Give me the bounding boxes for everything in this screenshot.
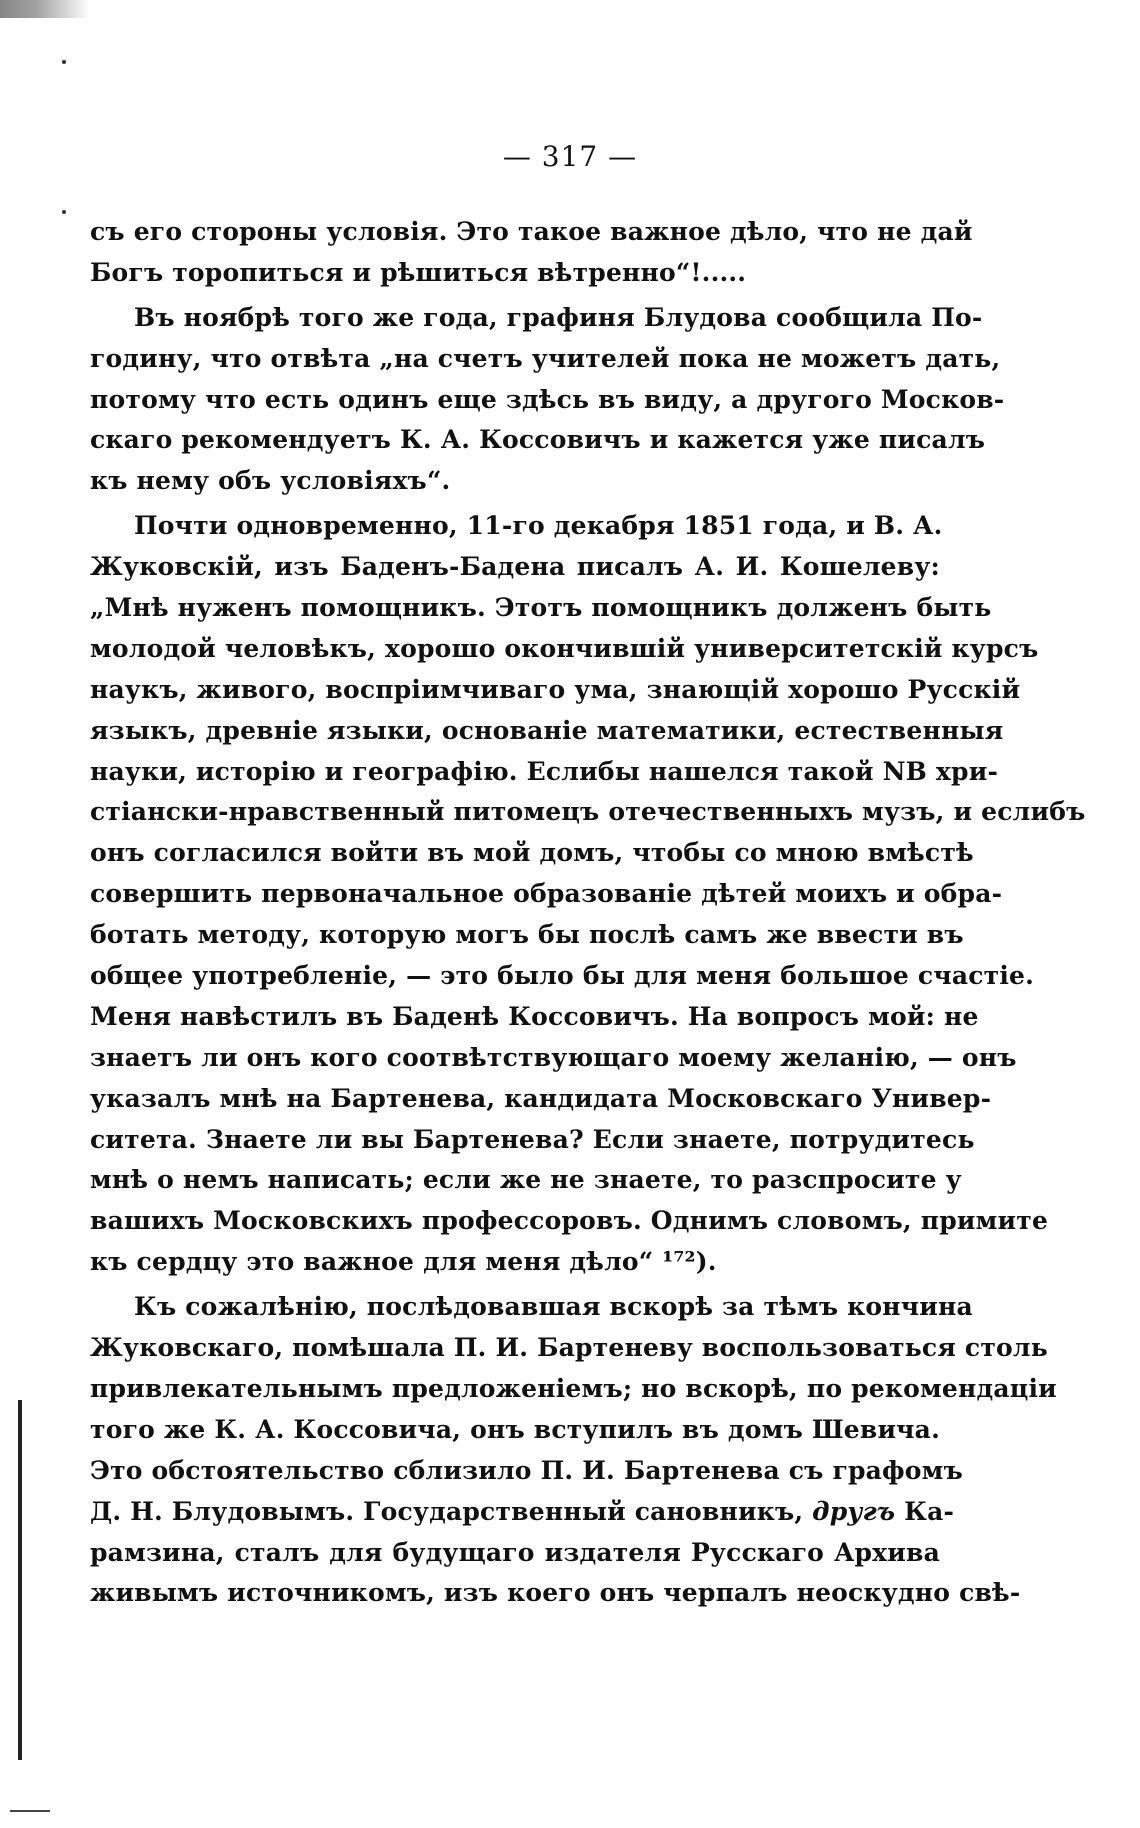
italic-word: другъ xyxy=(812,1496,896,1526)
body-text xyxy=(90,212,1086,1614)
text-line: рамзина, сталъ для будущаго издателя Русскаго Архива xyxy=(90,1537,940,1567)
text-line: знаетъ ли онъ кого соотвѣтствующаго моему желанію, — онъ xyxy=(90,1042,1017,1072)
page-number: — 317 — xyxy=(502,140,638,173)
text-line: привлекательнымъ предложеніемъ; но вскорѣ, по рекомендаціи xyxy=(90,1373,1057,1403)
scan-artifact-top xyxy=(0,0,90,18)
scan-artifact-edge xyxy=(18,1400,22,1760)
text-line: ботать методу, которую могъ бы послѣ самъ же ввести въ xyxy=(90,920,964,950)
text-line: науки, исторію и географію. Еслибы нашелся такой NB хри- xyxy=(90,756,999,786)
text-line: Это обстоятельство сблизило П. И. Бартенева съ графомъ xyxy=(90,1455,963,1485)
text-line: ситета. Знаете ли вы Бартенева? Если знаете, потрудитесь xyxy=(90,1124,975,1154)
text-line: языкъ, древніе языки, основаніе математики, естественныя xyxy=(90,715,1004,745)
text-line: скаго рекомендуетъ К. А. Коссовичъ и кажется уже писалъ xyxy=(90,425,986,455)
text-line: Жуковскаго, помѣшала П. И. Бартеневу воспользоваться столь xyxy=(90,1333,1048,1363)
scan-artifact-dot xyxy=(62,210,66,214)
text-line: „Мнѣ нуженъ помощникъ. Этотъ помощникъ долженъ быть xyxy=(90,593,992,623)
text-line: Почти одновременно, 11-го декабря 1851 года, и В. А. xyxy=(134,511,943,541)
text-line: Богъ торопиться и рѣшиться вѣтренно“!..... xyxy=(90,257,747,287)
text-line: молодой человѣкъ, хорошо окончившій университетскій курсъ xyxy=(90,633,1039,663)
text-line: онъ согласился войти въ мой домъ, чтобы со мною вмѣстѣ xyxy=(90,838,974,868)
text-segment: Ка- xyxy=(904,1496,955,1526)
text-line xyxy=(90,1492,955,1533)
text-line: мнѣ о немъ написать; если же не знаете, то разспросите у xyxy=(90,1165,962,1195)
text-line: вашихъ Московскихъ профессоровъ. Однимъ словомъ, примите xyxy=(90,1206,1049,1236)
text-line: общее употребленіе, — это было бы для меня большое счастіе. xyxy=(90,961,1035,991)
text-line: Меня навѣстилъ въ Баденѣ Коссовичъ. На вопросъ мой: не xyxy=(90,1001,979,1031)
text-line: стіански-нравственный питомецъ отечественныхъ музъ, и еслибъ xyxy=(90,797,1086,827)
text-line: Къ сожалѣнію, послѣдовавшая вскорѣ за тѣмъ кончина xyxy=(134,1292,973,1322)
text-line: Жуковскій, изъ Баденъ-Бадена писалъ А. И. Кошелеву: xyxy=(90,552,940,582)
text-segment: Д. Н. Блудовымъ. Государственный сановникъ, xyxy=(90,1496,804,1526)
text-line: годину, что отвѣта „на счетъ учителей пока не можетъ дать, xyxy=(90,343,1001,373)
text-line: совершить первоначальное образованіе дѣтей моихъ и обра- xyxy=(90,879,1003,909)
text-line: наукъ, живого, воспріимчиваго ума, знающій хорошо Русскій xyxy=(90,674,1021,704)
text-line: Въ ноябрѣ того же года, графиня Блудова сообщила По- xyxy=(134,302,983,332)
text-line: живымъ источникомъ, изъ коего онъ черпалъ неоскудно свѣ- xyxy=(90,1578,1021,1608)
scan-artifact-bottom xyxy=(10,1810,50,1812)
scan-artifact-dot xyxy=(62,60,66,64)
text-line: къ нему объ условіяхъ“. xyxy=(90,466,451,496)
text-line: потому что есть одинъ еще здѣсь въ виду, а другого Москов- xyxy=(90,384,1005,414)
text-line: къ сердцу это важное для меня дѣло“ ¹⁷²). xyxy=(90,1247,717,1277)
text-line: указалъ мнѣ на Бартенева, кандидата Московскаго Универ- xyxy=(90,1083,992,1113)
text-line: того же К. А. Коссовича, онъ вступилъ въ домъ Шевича. xyxy=(90,1414,940,1444)
text-line: съ его стороны условія. Это такое важное дѣло, что не дай xyxy=(90,217,973,246)
